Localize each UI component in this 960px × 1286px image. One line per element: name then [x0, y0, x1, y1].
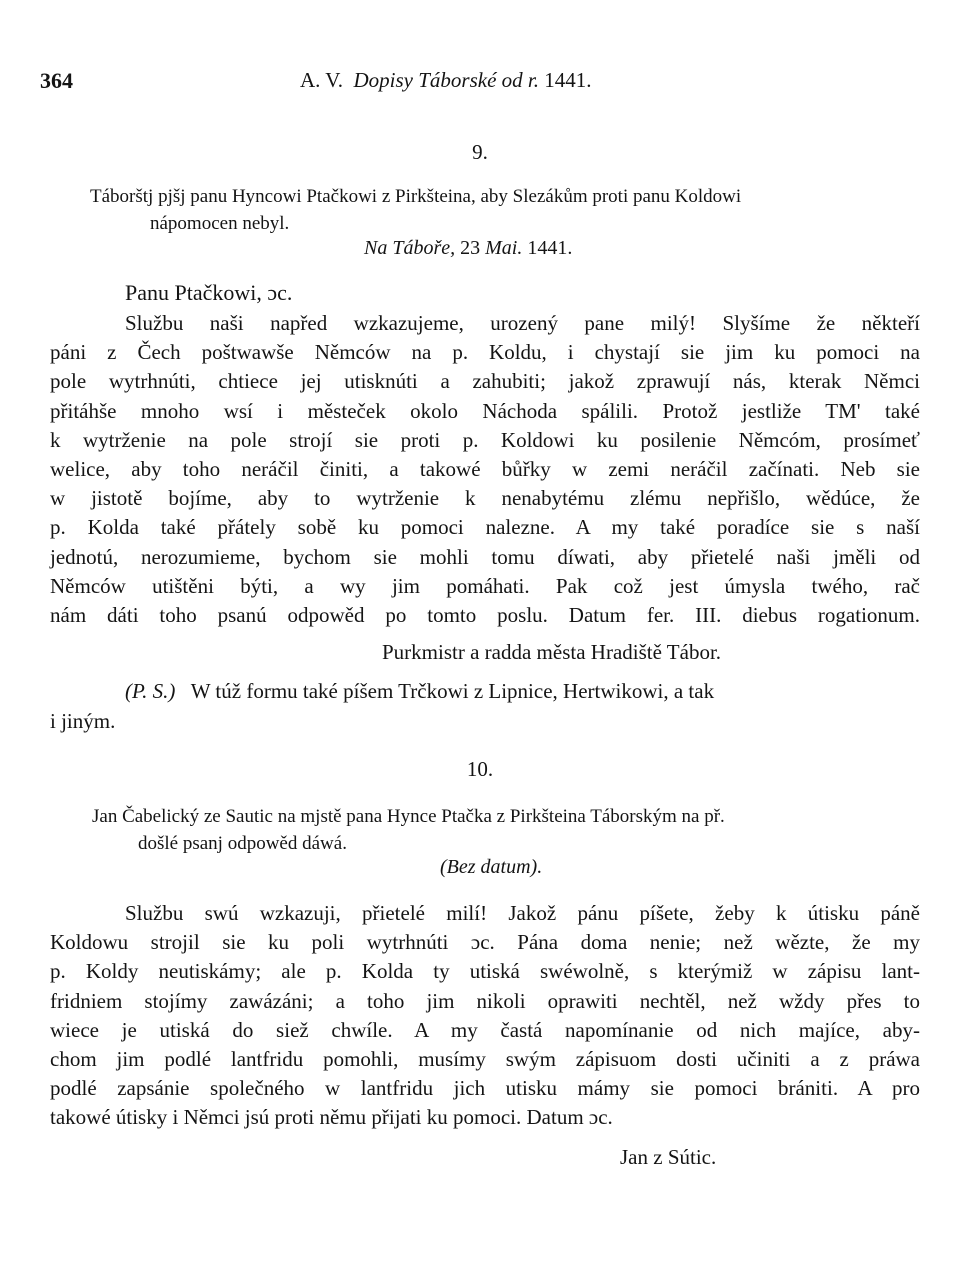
doc9-salutation: Panu Ptačkowi, ɔc. [125, 280, 293, 305]
doc9-postscript-line: i jiným. [50, 709, 116, 733]
doc9-body-line: nám dáti toho psanú odpowěd po tomto poslu. Datum fer. III. diebus rogationum. [50, 602, 920, 627]
doc10-body-line: podlé zapsánie společného w lantfridu jich utisku mámy sie pomoci brániti. A pro [50, 1076, 920, 1101]
document-number-10: 10. [466, 757, 494, 781]
doc10-summary-line: Jan Čabelický ze Sautic na mjstě pana Hynce Ptačka z Pirkšteina Táborským na př. [92, 806, 725, 827]
doc9-dateline-month: Mai. [485, 237, 523, 259]
doc9-body-line: Němców utištěni býti, a wy jim pomáhati. Pak což jest úmysla twého, rač [50, 573, 920, 598]
postscript-text: W túž formu také píšem Trčkowi z Lipnice, Hertwikowi, a tak [190, 679, 715, 703]
doc9-signature: Purkmistr a radda města Hradiště Tábor. [382, 640, 722, 664]
doc9-body-line: p. Kolda také přátely sobě ku pomoci nalezne. A my také poradíce sie s naší [50, 515, 920, 540]
doc9-body-line: Službu naši napřed wzkazujeme, urozený pane milý! Slyšíme že někteří [125, 311, 920, 335]
series-label: A. V. [300, 68, 343, 92]
doc9-dateline-year: 1441. [527, 237, 573, 259]
doc9-dateline [364, 237, 572, 260]
doc9-summary-line: nápomocen nebyl. [150, 213, 290, 234]
document-number-9: 9. [472, 140, 488, 164]
doc9-postscript [50, 676, 920, 736]
doc10-body-line: fridniem stojímy zawázáni; a toho jim nikoli oprawiti nechtěl, než wždy přes to [50, 988, 920, 1013]
doc9-body-line: k wytrženie na pole strojí sie proti p. Koldowi ku posilenie Němcóm, prosímeť [50, 427, 920, 452]
doc10-body-line: chom jim podlé lantfridu pomohli, musímy swým zápisuom dosti učiniti a z práwa [50, 1046, 920, 1071]
doc9-postscript-line [50, 676, 920, 706]
doc9-body-line: přitáhše mnoho wsí i městeček okolo Náchoda spálili. Protož jestliže TM' také [50, 398, 920, 423]
doc9-summary-line: Táborštj pjšj panu Hyncowi Ptačkowi z Pirkšteina, aby Slezákům proti panu Koldowi [90, 186, 742, 207]
doc10-summary [92, 803, 922, 857]
doc10-dateline [440, 856, 542, 879]
page-number: 364 [40, 68, 73, 93]
doc9-summary [90, 183, 920, 237]
doc9-body [50, 309, 920, 630]
doc10-signature: Jan z Sútic. [620, 1145, 717, 1169]
doc10-dateline-text: (Bez datum). [440, 856, 543, 878]
doc10-body-line: p. Koldy neutiskámy; ale p. Kolda ty utiská swéwolně, s kterýmiž w zápisu lant- [50, 959, 920, 984]
doc9-body-line: páni z Čech poštwawše Němców na p. Koldu, i chystají sie jim ku pomoci na [50, 340, 920, 365]
running-head [0, 68, 960, 100]
doc10-body [50, 899, 920, 1133]
doc9-dateline-place: Na Táboře, [364, 237, 456, 259]
running-title-year: 1441. [544, 68, 592, 92]
doc10-summary-line: došlé psanj odpowěd dáwá. [138, 833, 347, 854]
doc9-dateline-day: 23 [460, 237, 481, 259]
doc9-body-line: w jistotě bojíme, aby to wytrženie k nenabytému zlému nepřišlo, wědúce, že [50, 486, 920, 511]
doc9-body-line: welice, aby toho neráčil činiti, a takowé bůřky w zemi neráčil začínati. Neb sie [50, 456, 920, 481]
doc10-body-line: wiece je utiská do siež chwíle. A my častá napomínanie od nich majíce, aby- [50, 1017, 920, 1042]
postscript-mark: (P. S.) [125, 679, 176, 703]
running-title-italic: Dopisy Táborské od r. [353, 68, 540, 92]
doc10-body-line: takowé útisky i Němci jsú proti němu přijati ku pomoci. Datum ɔc. [50, 1105, 613, 1130]
doc10-body-line: Koldowu strojil sie ku poli wytrhnúti ɔc. Pána doma nenie; než wězte, že my [50, 930, 920, 955]
doc9-body-line: jednotú, nerozumieme, bychom sie mohli tomu díwati, aby přietelé naši jměli od [50, 544, 920, 569]
doc9-body-line: pole wytrhnúti, chtiece jej utisknúti a zahubiti; jakož zprawují nás, kterak Němci [50, 369, 920, 394]
running-title [300, 68, 592, 93]
doc10-body-line: Službu swú wzkazuji, přietelé milí! Jakož pánu píšete, žeby k útisku páně [125, 901, 920, 925]
